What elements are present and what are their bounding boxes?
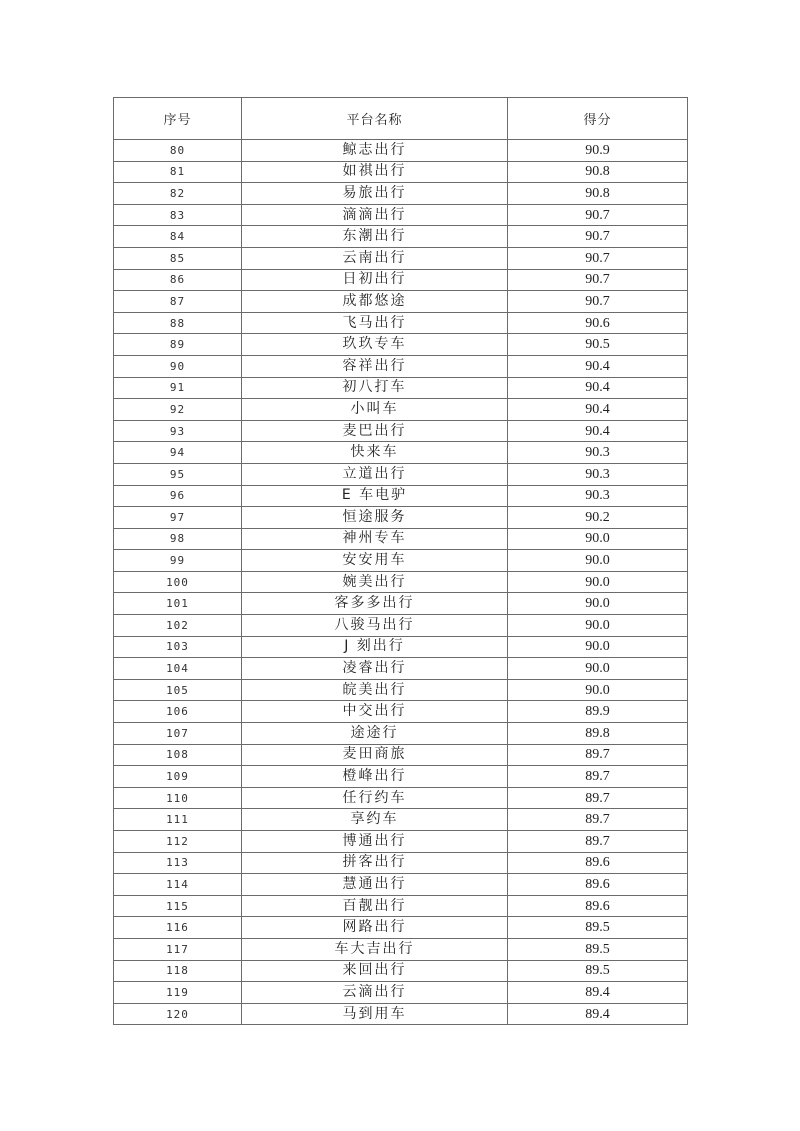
cell-score: 90.7 [508,226,688,248]
cell-score: 89.8 [508,723,688,745]
cell-rank: 117 [114,938,242,960]
table-row [114,723,688,745]
cell-platform-name: 拼客出行 [242,852,508,874]
cell-score: 90.4 [508,420,688,442]
cell-score: 89.7 [508,766,688,788]
cell-score: 90.8 [508,183,688,205]
cell-platform-name: 玖玖专车 [242,334,508,356]
table-row [114,550,688,572]
cell-score: 89.7 [508,787,688,809]
table-row [114,507,688,529]
table-row [114,831,688,853]
cell-rank: 111 [114,809,242,831]
cell-rank: 115 [114,895,242,917]
table-row [114,895,688,917]
cell-rank: 93 [114,420,242,442]
table-row [114,399,688,421]
cell-platform-name: 麦田商旅 [242,744,508,766]
table-row [114,701,688,723]
table-row [114,636,688,658]
table-row [114,312,688,334]
cell-score: 90.7 [508,247,688,269]
cell-rank: 120 [114,1003,242,1025]
cell-rank: 104 [114,658,242,680]
header-platform-name: 平台名称 [242,98,508,140]
cell-rank: 110 [114,787,242,809]
cell-rank: 88 [114,312,242,334]
cell-platform-name: 网路出行 [242,917,508,939]
cell-score: 90.0 [508,528,688,550]
cell-score: 90.4 [508,399,688,421]
cell-score: 90.3 [508,463,688,485]
cell-platform-name: 皖美出行 [242,679,508,701]
header-rank: 序号 [114,98,242,140]
table-row [114,161,688,183]
cell-platform-name: 快来车 [242,442,508,464]
cell-rank: 83 [114,204,242,226]
table-row [114,463,688,485]
table-row [114,377,688,399]
cell-platform-name: 立道出行 [242,463,508,485]
cell-score: 90.3 [508,442,688,464]
table-row [114,982,688,1004]
table-row [114,809,688,831]
cell-rank: 80 [114,140,242,162]
cell-rank: 107 [114,723,242,745]
cell-score: 90.8 [508,161,688,183]
cell-platform-name: 成都悠途 [242,291,508,313]
cell-rank: 82 [114,183,242,205]
cell-rank: 118 [114,960,242,982]
table-row [114,355,688,377]
table-row [114,938,688,960]
cell-platform-name: 百靓出行 [242,895,508,917]
table-row [114,140,688,162]
cell-platform-name: 鲸志出行 [242,140,508,162]
table-row [114,658,688,680]
cell-score: 89.7 [508,831,688,853]
cell-rank: 113 [114,852,242,874]
table-row [114,528,688,550]
cell-rank: 103 [114,636,242,658]
cell-platform-name: E 车电驴 [242,485,508,507]
cell-platform-name: 任行约车 [242,787,508,809]
table-row [114,247,688,269]
cell-platform-name: 婉美出行 [242,571,508,593]
cell-platform-name: 云南出行 [242,247,508,269]
cell-platform-name: 恒途服务 [242,507,508,529]
cell-platform-name: 易旅出行 [242,183,508,205]
cell-score: 90.0 [508,593,688,615]
cell-score: 90.0 [508,550,688,572]
cell-rank: 96 [114,485,242,507]
cell-score: 90.7 [508,291,688,313]
cell-rank: 108 [114,744,242,766]
cell-rank: 94 [114,442,242,464]
cell-rank: 106 [114,701,242,723]
cell-score: 90.9 [508,140,688,162]
cell-platform-name: 容祥出行 [242,355,508,377]
table-row [114,787,688,809]
cell-platform-name: 途途行 [242,723,508,745]
cell-score: 90.0 [508,679,688,701]
table-row [114,615,688,637]
cell-score: 89.5 [508,938,688,960]
cell-rank: 102 [114,615,242,637]
cell-platform-name: 凌睿出行 [242,658,508,680]
cell-rank: 109 [114,766,242,788]
cell-platform-name: 八骏马出行 [242,615,508,637]
cell-score: 89.9 [508,701,688,723]
table-body [114,140,688,1025]
cell-rank: 98 [114,528,242,550]
cell-platform-name: 滴滴出行 [242,204,508,226]
table-row [114,571,688,593]
cell-platform-name: 初八打车 [242,377,508,399]
cell-rank: 84 [114,226,242,248]
cell-platform-name: 中交出行 [242,701,508,723]
table-row [114,593,688,615]
table-row [114,766,688,788]
cell-score: 90.0 [508,636,688,658]
cell-platform-name: 橙峰出行 [242,766,508,788]
cell-rank: 81 [114,161,242,183]
cell-score: 90.0 [508,571,688,593]
table-row [114,204,688,226]
cell-platform-name: 安安用车 [242,550,508,572]
cell-platform-name: 麦巴出行 [242,420,508,442]
cell-platform-name: 日初出行 [242,269,508,291]
cell-score: 89.6 [508,852,688,874]
cell-platform-name: 客多多出行 [242,593,508,615]
cell-score: 90.3 [508,485,688,507]
cell-rank: 101 [114,593,242,615]
cell-platform-name: 如祺出行 [242,161,508,183]
cell-rank: 116 [114,917,242,939]
cell-rank: 92 [114,399,242,421]
table-row [114,183,688,205]
table-header [114,98,688,140]
cell-score: 90.2 [508,507,688,529]
table-row [114,852,688,874]
table-row [114,226,688,248]
table-row [114,679,688,701]
cell-rank: 97 [114,507,242,529]
table-row [114,420,688,442]
cell-rank: 91 [114,377,242,399]
cell-score: 89.6 [508,874,688,896]
cell-platform-name: 马到用车 [242,1003,508,1025]
table-row [114,917,688,939]
cell-rank: 95 [114,463,242,485]
table-row [114,1003,688,1025]
cell-rank: 89 [114,334,242,356]
cell-score: 89.7 [508,809,688,831]
table-row [114,334,688,356]
table-row [114,291,688,313]
cell-platform-name: 东潮出行 [242,226,508,248]
cell-score: 89.5 [508,960,688,982]
cell-platform-name: 来回出行 [242,960,508,982]
cell-rank: 90 [114,355,242,377]
header-score: 得分 [508,98,688,140]
cell-score: 89.6 [508,895,688,917]
cell-score: 89.5 [508,917,688,939]
table-row [114,874,688,896]
cell-rank: 87 [114,291,242,313]
cell-platform-name: 飞马出行 [242,312,508,334]
header-row [114,98,688,140]
cell-platform-name: 小叫车 [242,399,508,421]
cell-rank: 86 [114,269,242,291]
table-row [114,485,688,507]
table-row [114,442,688,464]
cell-rank: 105 [114,679,242,701]
cell-rank: 100 [114,571,242,593]
cell-score: 90.4 [508,377,688,399]
table-row [114,960,688,982]
cell-score: 89.4 [508,982,688,1004]
table-row [114,744,688,766]
cell-platform-name: J 刻出行 [242,636,508,658]
cell-rank: 99 [114,550,242,572]
cell-score: 89.7 [508,744,688,766]
cell-rank: 114 [114,874,242,896]
cell-rank: 112 [114,831,242,853]
cell-rank: 119 [114,982,242,1004]
cell-platform-name: 博通出行 [242,831,508,853]
cell-score: 89.4 [508,1003,688,1025]
cell-score: 90.0 [508,615,688,637]
cell-platform-name: 车大吉出行 [242,938,508,960]
cell-score: 90.6 [508,312,688,334]
cell-score: 90.5 [508,334,688,356]
cell-rank: 85 [114,247,242,269]
table-row [114,269,688,291]
cell-score: 90.4 [508,355,688,377]
cell-score: 90.0 [508,658,688,680]
cell-score: 90.7 [508,204,688,226]
cell-platform-name: 神州专车 [242,528,508,550]
cell-score: 90.7 [508,269,688,291]
cell-platform-name: 慧通出行 [242,874,508,896]
cell-platform-name: 享约车 [242,809,508,831]
cell-platform-name: 云滴出行 [242,982,508,1004]
platform-score-table [113,97,688,1025]
